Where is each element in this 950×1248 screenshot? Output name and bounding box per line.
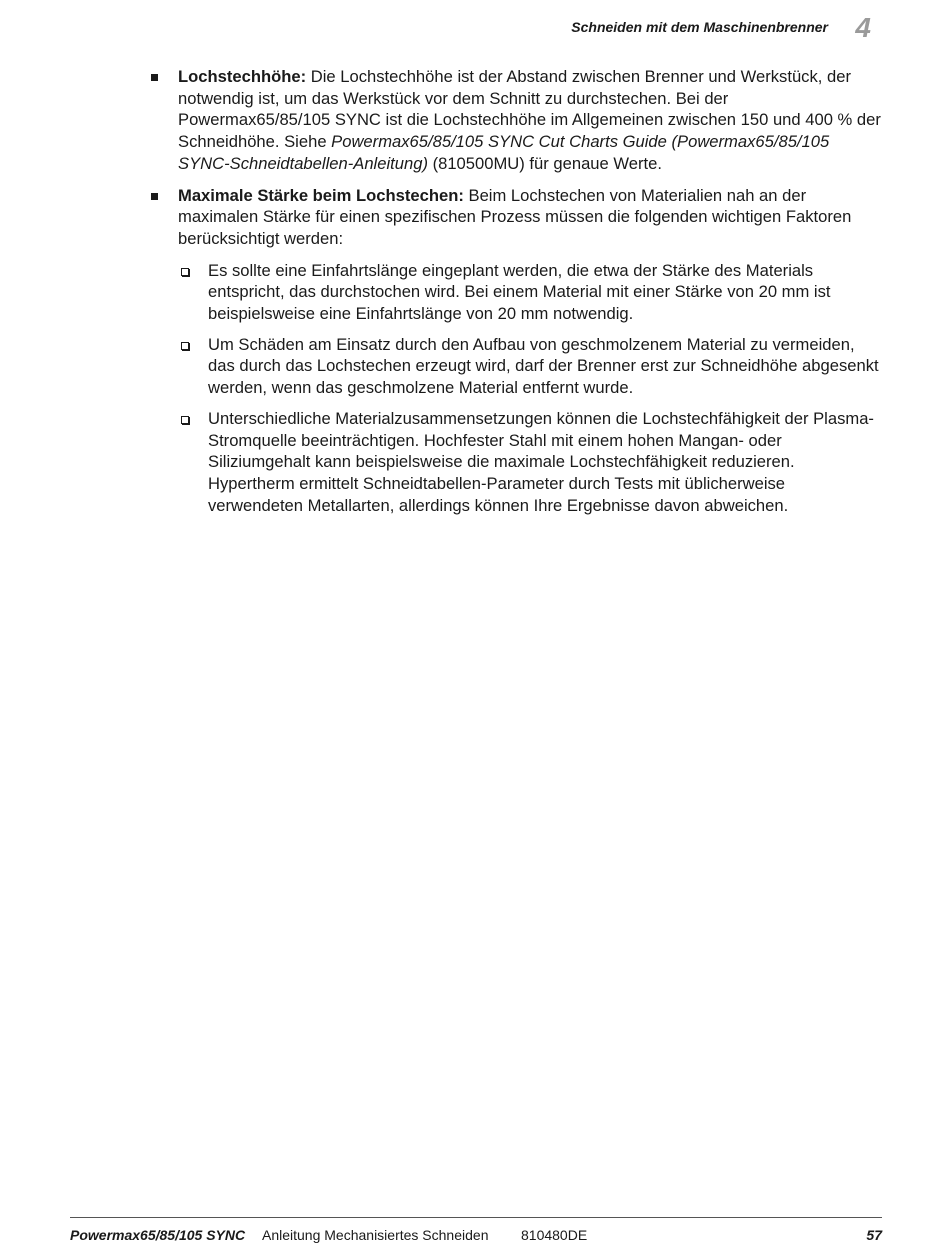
sub-item: [146, 408, 881, 517]
bullet-lead: Maximale Stärke beim Lochstechen:: [178, 185, 464, 205]
bullet-body: Die Lochstechhöhe ist der Abstand zwischen Brenner und Werkstück, der notwendig ist, um das Werkstück vor dem Schnitt zu durchstechen. Bei der Powermax65/85/105 SYNC ist die Lochstechhöhe im Allgemeinen zwischen 150 und 400 % der Schneidhöhe. Siehe: [178, 67, 881, 152]
bullet-body-end: (810500MU) für genaue Werte.: [427, 153, 662, 173]
square-bullet-icon: [151, 193, 158, 200]
page-number: 57: [866, 1227, 882, 1243]
sub-list: [146, 260, 881, 517]
sub-item-text: Es sollte eine Einfahrtslänge eingeplant werden, die etwa der Stärke des Materials entspricht, das durchstochen wird. Bei einem Material mit einer Stärke von 20 mm ist beispielsweise eine Einfahrtslänge von 20 mm notwendig.: [208, 260, 831, 324]
sub-item-text: Unterschiedliche Materialzusammensetzungen können die Lochstechfähigkeit der Plasma-Stromquelle beeinträchtigen. Hochfester Stahl mit einem hohen Mangan- oder Siliziumgehalt kann beispielsweise die maximale Lochstechfähigkeit reduzieren. Hypertherm ermittelt Schneidtabellen-Parameter durch Tests mit üblicherweise verwendeten Metallarten, allerdings können Ihre Ergebnisse davon abweichen.: [208, 408, 874, 515]
square-bullet-icon: [151, 74, 158, 81]
bullet-text: [178, 185, 881, 250]
footer-manual-title: Anleitung Mechanisiertes Schneiden: [262, 1227, 489, 1243]
bullet-item: [146, 66, 881, 175]
reference-title: Powermax65/85/105 SYNC Cut Charts Guide (Powermax65/85/105 SYNC-Schneidtabellen-Anleitung): [178, 132, 830, 173]
bullet-lead: Lochstechhöhe:: [178, 67, 307, 86]
bullet-item: [146, 185, 881, 250]
bullet-text: [178, 66, 881, 175]
checkbox-bullet-icon: [181, 268, 189, 276]
bullet-body: Beim Lochstechen von Materialien nah an der maximalen Stärke für einen spezifischen Prozess müssen die folgenden wichtigen Faktoren berücksichtigt werden:: [178, 185, 852, 248]
checkbox-bullet-icon: [181, 416, 189, 424]
footer-product: Powermax65/85/105 SYNC: [70, 1227, 246, 1243]
sub-item: [146, 260, 881, 325]
main-content: [146, 66, 881, 525]
sub-item: [146, 334, 881, 399]
page-footer: [70, 1217, 882, 1243]
page-header: [0, 14, 950, 44]
sub-item-text: Um Schäden am Einsatz durch den Aufbau von geschmolzenem Material zu vermeiden, das durch das Lochstechen erzeugt wird, darf der Brenner erst zur Schneidhöhe abgesenkt werden, wenn das geschmolzene Material entfernt wurde.: [208, 334, 879, 398]
section-title: Schneiden mit dem Maschinenbrenner: [571, 19, 828, 35]
footer-document-number: 810480DE: [521, 1227, 588, 1243]
checkbox-bullet-icon: [181, 342, 189, 350]
chapter-number: 4: [855, 12, 871, 43]
